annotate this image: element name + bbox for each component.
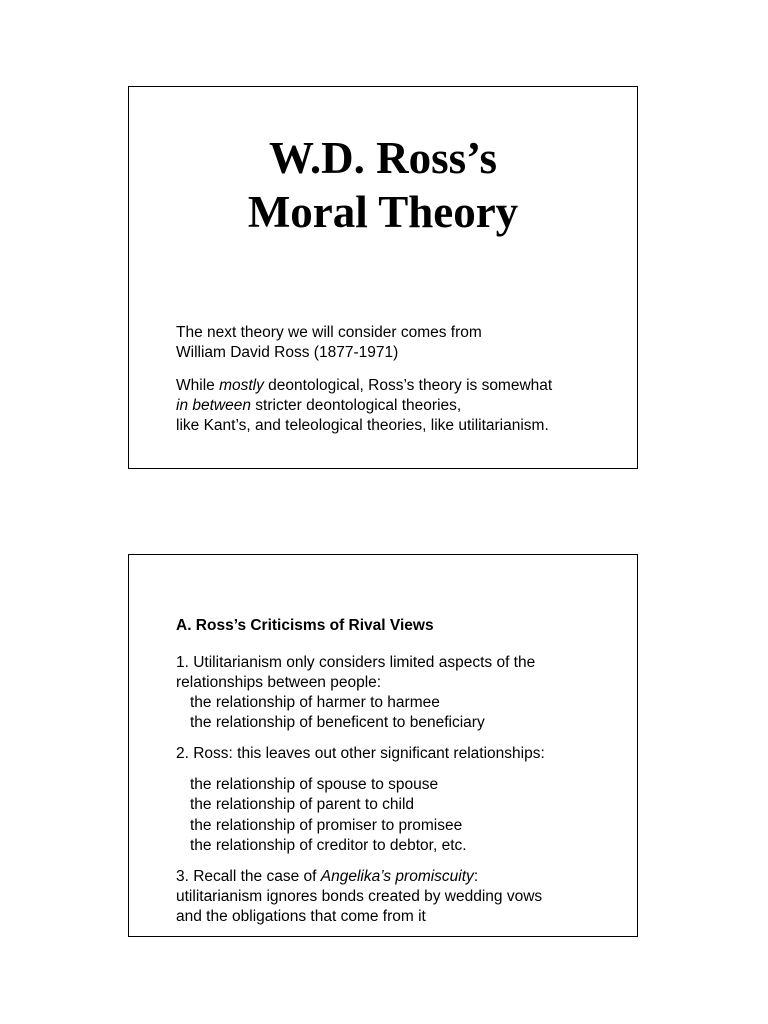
point-2-item: the relationship of spouse to spouse bbox=[190, 776, 439, 793]
point-2-item: the relationship of promiser to promisee bbox=[190, 817, 463, 834]
intro-line-2: William David Ross (1877-1971) bbox=[176, 344, 399, 361]
point-1-line-2: relationships between people: bbox=[176, 674, 382, 691]
point-3-pre: 3. Recall the case of bbox=[176, 868, 321, 885]
point-3-emphasis: Angelika’s promiscuity bbox=[320, 868, 474, 885]
intro-paragraph bbox=[176, 323, 627, 363]
para-line-2 bbox=[176, 396, 627, 416]
point-2-item: the relationship of parent to child bbox=[190, 796, 415, 813]
point-3-line-1 bbox=[176, 867, 478, 887]
intro-line-1: The next theory we will consider comes from bbox=[176, 324, 482, 341]
para-mid: deontological, Ross’s theory is somewhat bbox=[263, 377, 553, 394]
point-3-post: : bbox=[473, 868, 479, 885]
deontology-paragraph bbox=[176, 376, 627, 436]
title-line-2: Moral Theory bbox=[247, 187, 519, 237]
point-1-item: the relationship of harmer to harmee bbox=[190, 694, 440, 711]
slide-1 bbox=[128, 86, 638, 469]
point-3-line-3: and the obligations that come from it bbox=[176, 908, 426, 925]
slide-1-title bbox=[129, 131, 637, 239]
point-1-item: the relationship of beneficent to beneficiary bbox=[190, 714, 485, 731]
para-line-3: like Kant’s, and teleological theories, like utilitarianism. bbox=[176, 417, 549, 434]
slide-2 bbox=[128, 554, 638, 937]
para-pre: While bbox=[176, 377, 220, 394]
section-heading: A. Ross’s Criticisms of Rival Views bbox=[176, 617, 434, 634]
point-3-line-2: utilitarianism ignores bonds created by wedding vows bbox=[176, 888, 543, 905]
para-emphasis-in-between: in between bbox=[176, 397, 251, 414]
para-mid-2: stricter deontological theories, bbox=[250, 397, 462, 414]
para-emphasis-mostly: mostly bbox=[219, 377, 264, 394]
point-2-line-1: 2. Ross: this leaves out other significant relationships: bbox=[176, 745, 545, 762]
point-1-line-1: 1. Utilitarianism only considers limited aspects of the bbox=[176, 654, 536, 671]
point-2-item: the relationship of creditor to debtor, etc. bbox=[190, 837, 467, 854]
para-line-1 bbox=[176, 376, 627, 396]
title-line-1: W.D. Ross’s bbox=[269, 133, 497, 183]
